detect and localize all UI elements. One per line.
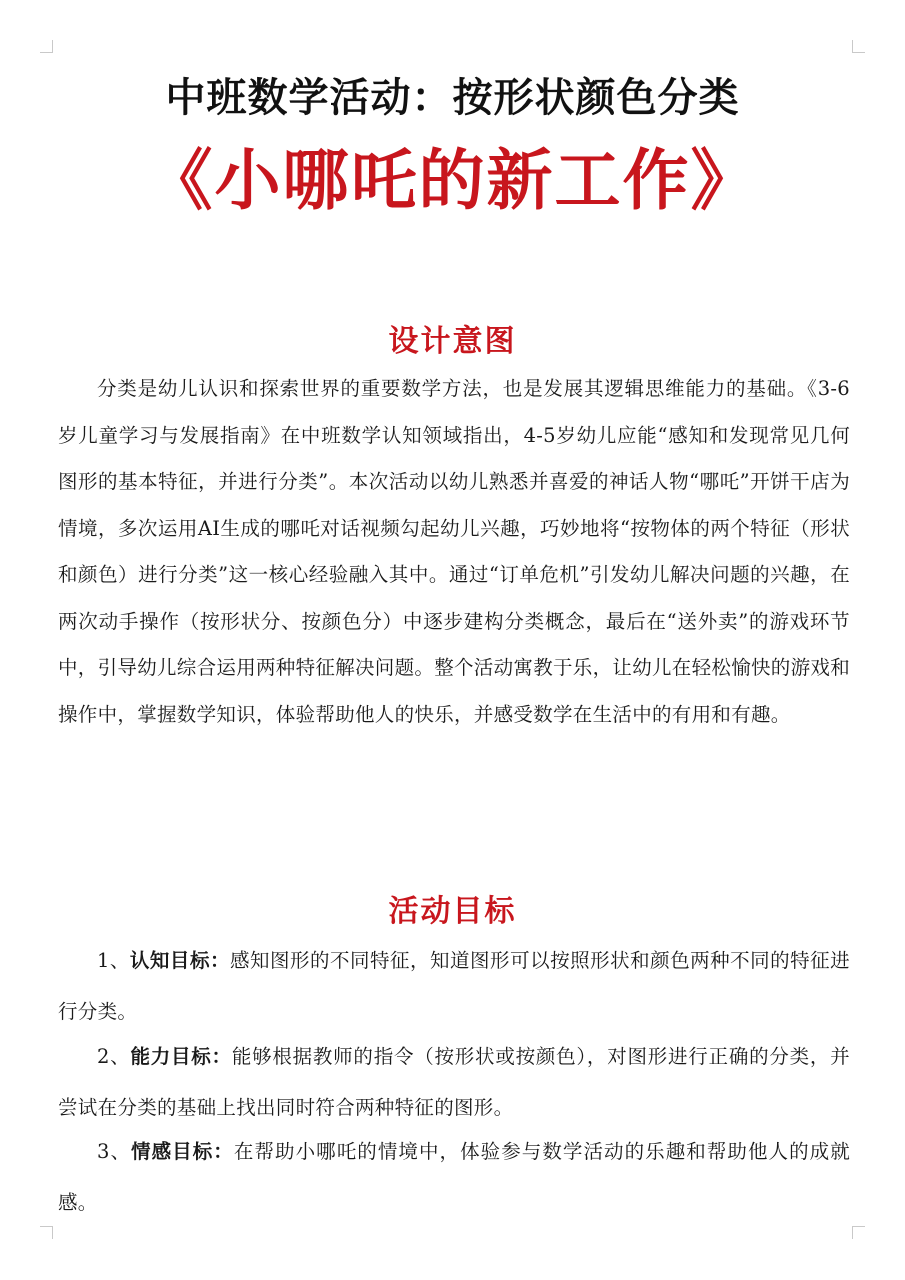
objective-item-ability: [58, 1031, 850, 1133]
objective-item-cognitive: [58, 935, 850, 1037]
objective-number: 1、: [97, 949, 130, 972]
objective-item-emotional: [58, 1126, 850, 1228]
crop-mark-top-right: [852, 40, 865, 53]
section-heading-objectives: 活动目标: [388, 894, 517, 929]
page-subtitle: 《小哪吒的新工作》: [146, 142, 759, 219]
objective-text: 感知图形的不同特征，知道图形可以按照形状和颜色两种不同的特征进行分类。: [58, 949, 850, 1023]
crop-mark-bottom-right: [852, 1226, 865, 1239]
crop-mark-top-left: [40, 40, 53, 53]
crop-mark-bottom-left: [40, 1226, 53, 1239]
objective-number: 3、: [97, 1140, 132, 1163]
objective-number: 2、: [97, 1045, 131, 1068]
objective-label: 情感目标：: [131, 1140, 234, 1163]
objective-label: 认知目标：: [129, 949, 230, 972]
page-title: 中班数学活动：按形状颜色分类: [165, 75, 740, 121]
section-heading-design-intent: 设计意图: [388, 324, 517, 359]
objective-text: 在帮助小哪吒的情境中，体验参与数学活动的乐趣和帮助他人的成就感。: [58, 1140, 850, 1214]
design-intent-paragraph: 分类是幼儿认识和探索世界的重要数学方法，也是发展其逻辑思维能力的基础。《3-6岁儿童学习与发展指南》在中班数学认知领域指出，4-5岁幼儿应能“感知和发现常见几何图形的基本特征，并进行分类”。本次活动以幼儿熟悉并喜爱的神话人物“哪吒”开饼干店为情境，多次运用AI生成的哪吒对话视频勾起幼儿兴趣，巧妙地将“按物体的两个特征（形状和颜色）进行分类”这一核心经验融入其中。通过“订单危机”引发幼儿解决问题的兴趣，在两次动手操作（按形状分、按颜色分）中逐步建构分类概念，最后在“送外卖”的游戏环节中，引导幼儿综合运用两种特征解决问题。整个活动寓教于乐，让幼儿在轻松愉快的游戏和操作中，掌握数学知识，体验帮助他人的快乐，并感受数学在生活中的有用和有趣。: [58, 377, 851, 726]
objective-text: 能够根据教师的指令（按形状或按颜色），对图形进行正确的分类，并尝试在分类的基础上找出同时符合两种特征的图形。: [58, 1045, 850, 1119]
objective-label: 能力目标：: [130, 1045, 232, 1068]
